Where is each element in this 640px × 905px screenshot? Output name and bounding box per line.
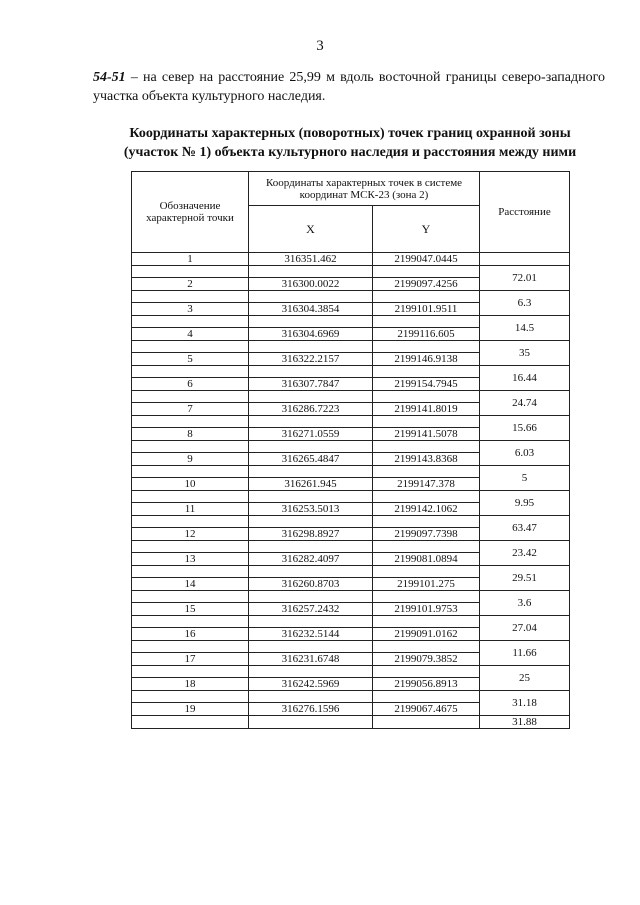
- point-y: 2199079.3852: [373, 653, 480, 666]
- point-y: 2199097.7398: [373, 528, 480, 541]
- point-number: 15: [132, 603, 249, 616]
- distance-value: 16.44: [480, 366, 570, 391]
- point-x: 316282.4097: [249, 553, 373, 566]
- distance-value: 35: [480, 341, 570, 366]
- table-row-gap: [132, 541, 570, 553]
- col-x-header: X: [249, 206, 373, 253]
- gap-cell: [249, 366, 373, 378]
- gap-cell: [132, 516, 249, 528]
- table-row-gap: [132, 316, 570, 328]
- distance-value: 23.42: [480, 541, 570, 566]
- point-y: 2199097.4256: [373, 278, 480, 291]
- gap-cell: [373, 316, 480, 328]
- table-row-gap: [132, 641, 570, 653]
- table-row-gap: [132, 366, 570, 378]
- gap-cell: [249, 616, 373, 628]
- distance-value: 63.47: [480, 516, 570, 541]
- gap-cell: [373, 641, 480, 653]
- gap-cell: [373, 516, 480, 528]
- point-y: 2199067.4675: [373, 703, 480, 716]
- table-row-gap: [132, 266, 570, 278]
- point-number: 13: [132, 553, 249, 566]
- table-row-gap: [132, 591, 570, 603]
- distance-empty: [480, 253, 570, 266]
- distance-value: 6.3: [480, 291, 570, 316]
- distance-value: 6.03: [480, 441, 570, 466]
- point-number: 7: [132, 403, 249, 416]
- page-number: 3: [316, 38, 324, 54]
- gap-cell: [132, 641, 249, 653]
- gap-cell: [249, 716, 373, 729]
- point-number: 11: [132, 503, 249, 516]
- gap-cell: [249, 516, 373, 528]
- col-point-header: Обозначение характерной точки: [132, 172, 249, 253]
- table-row-gap: [132, 341, 570, 353]
- point-number: 2: [132, 278, 249, 291]
- gap-cell: [132, 616, 249, 628]
- gap-cell: [373, 666, 480, 678]
- gap-cell: [373, 716, 480, 729]
- gap-cell: [132, 566, 249, 578]
- table-row: [132, 253, 570, 266]
- intro-lead: 54-51: [93, 70, 126, 85]
- point-number: 6: [132, 378, 249, 391]
- table-row-gap: [132, 666, 570, 678]
- point-number: 9: [132, 453, 249, 466]
- gap-cell: [249, 316, 373, 328]
- gap-cell: [373, 266, 480, 278]
- point-x: 316276.1596: [249, 703, 373, 716]
- gap-cell: [373, 416, 480, 428]
- point-y: 2199146.9138: [373, 353, 480, 366]
- point-y: 2199154.7945: [373, 378, 480, 391]
- table-row-gap: [132, 716, 570, 729]
- gap-cell: [132, 466, 249, 478]
- point-number: 1: [132, 253, 249, 266]
- gap-cell: [249, 466, 373, 478]
- gap-cell: [249, 691, 373, 703]
- intro-paragraph: [93, 68, 605, 106]
- distance-value: 31.18: [480, 691, 570, 716]
- gap-cell: [132, 416, 249, 428]
- point-x: 316351.462: [249, 253, 373, 266]
- point-x: 316265.4847: [249, 453, 373, 466]
- point-x: 316242.5969: [249, 678, 373, 691]
- gap-cell: [249, 666, 373, 678]
- gap-cell: [132, 716, 249, 729]
- point-y: 2199047.0445: [373, 253, 480, 266]
- gap-cell: [373, 616, 480, 628]
- gap-cell: [249, 391, 373, 403]
- gap-cell: [373, 491, 480, 503]
- point-x: 316257.2432: [249, 603, 373, 616]
- gap-cell: [373, 691, 480, 703]
- point-number: 8: [132, 428, 249, 441]
- gap-cell: [249, 441, 373, 453]
- point-y: 2199141.8019: [373, 403, 480, 416]
- table-row-gap: [132, 691, 570, 703]
- gap-cell: [249, 566, 373, 578]
- gap-cell: [249, 291, 373, 303]
- distance-value: 24.74: [480, 391, 570, 416]
- table-row-gap: [132, 291, 570, 303]
- point-x: 316231.6748: [249, 653, 373, 666]
- distance-value: 31.88: [480, 716, 570, 729]
- point-x: 316261.945: [249, 478, 373, 491]
- point-x: 316260.8703: [249, 578, 373, 591]
- heading-line-1: Координаты характерных (поворотных) точек границ охранной зоны: [129, 126, 571, 141]
- point-x: 316322.2157: [249, 353, 373, 366]
- gap-cell: [249, 266, 373, 278]
- gap-cell: [373, 341, 480, 353]
- point-x: 316304.3854: [249, 303, 373, 316]
- table-row-gap: [132, 391, 570, 403]
- gap-cell: [249, 591, 373, 603]
- gap-cell: [373, 466, 480, 478]
- distance-value: 9.95: [480, 491, 570, 516]
- point-y: 2199116.605: [373, 328, 480, 341]
- table-row-gap: [132, 491, 570, 503]
- point-x: 316271.0559: [249, 428, 373, 441]
- gap-cell: [373, 291, 480, 303]
- distance-value: 27.04: [480, 616, 570, 641]
- gap-cell: [132, 266, 249, 278]
- table-row-gap: [132, 416, 570, 428]
- gap-cell: [132, 691, 249, 703]
- gap-cell: [132, 316, 249, 328]
- distance-value: 15.66: [480, 416, 570, 441]
- gap-cell: [132, 491, 249, 503]
- point-y: 2199147.378: [373, 478, 480, 491]
- gap-cell: [132, 541, 249, 553]
- distance-value: 11.66: [480, 641, 570, 666]
- point-y: 2199056.8913: [373, 678, 480, 691]
- gap-cell: [132, 666, 249, 678]
- point-x: 316307.7847: [249, 378, 373, 391]
- gap-cell: [373, 591, 480, 603]
- heading-line-2: (участок № 1) объекта культурного наследия и расстояния между ними: [123, 145, 577, 160]
- point-y: 2199101.9753: [373, 603, 480, 616]
- gap-cell: [249, 341, 373, 353]
- col-coords-header: Координаты характерных точек в системе координат МСК-23 (зона 2): [249, 172, 480, 206]
- gap-cell: [373, 391, 480, 403]
- distance-value: 72.01: [480, 266, 570, 291]
- distance-value: 29.51: [480, 566, 570, 591]
- point-x: 316232.5144: [249, 628, 373, 641]
- point-number: 10: [132, 478, 249, 491]
- point-x: 316286.7223: [249, 403, 373, 416]
- distance-value: 3.6: [480, 591, 570, 616]
- point-y: 2199081.0894: [373, 553, 480, 566]
- point-y: 2199091.0162: [373, 628, 480, 641]
- point-number: 12: [132, 528, 249, 541]
- gap-cell: [373, 566, 480, 578]
- col-distance-header: Расстояние: [480, 172, 570, 253]
- point-y: 2199142.1062: [373, 503, 480, 516]
- table-row-gap: [132, 516, 570, 528]
- point-number: 17: [132, 653, 249, 666]
- distance-value: 5: [480, 466, 570, 491]
- point-number: 19: [132, 703, 249, 716]
- point-x: 316253.5013: [249, 503, 373, 516]
- gap-cell: [132, 341, 249, 353]
- gap-cell: [132, 366, 249, 378]
- point-y: 2199141.5078: [373, 428, 480, 441]
- point-x: 316304.6969: [249, 328, 373, 341]
- gap-cell: [132, 591, 249, 603]
- intro-text: – на север на расстояние 25,99 м вдоль восточной границы северо-западного участка объекта культурного наследия.: [93, 70, 605, 104]
- point-x: 316300.0022: [249, 278, 373, 291]
- gap-cell: [132, 391, 249, 403]
- gap-cell: [249, 416, 373, 428]
- point-y: 2199143.8368: [373, 453, 480, 466]
- table-row-gap: [132, 566, 570, 578]
- gap-cell: [373, 366, 480, 378]
- point-number: 18: [132, 678, 249, 691]
- table-row-gap: [132, 466, 570, 478]
- gap-cell: [249, 641, 373, 653]
- gap-cell: [132, 441, 249, 453]
- col-y-header: Y: [373, 206, 480, 253]
- table-heading: [95, 124, 605, 162]
- gap-cell: [132, 291, 249, 303]
- gap-cell: [373, 441, 480, 453]
- table-row-gap: [132, 616, 570, 628]
- gap-cell: [249, 491, 373, 503]
- point-number: 3: [132, 303, 249, 316]
- point-number: 4: [132, 328, 249, 341]
- distance-value: 14.5: [480, 316, 570, 341]
- point-y: 2199101.9511: [373, 303, 480, 316]
- gap-cell: [373, 541, 480, 553]
- point-number: 5: [132, 353, 249, 366]
- distance-value: 25: [480, 666, 570, 691]
- table-row-gap: [132, 441, 570, 453]
- gap-cell: [249, 541, 373, 553]
- coordinates-table: [131, 171, 570, 729]
- point-y: 2199101.275: [373, 578, 480, 591]
- point-number: 14: [132, 578, 249, 591]
- point-number: 16: [132, 628, 249, 641]
- point-x: 316298.8927: [249, 528, 373, 541]
